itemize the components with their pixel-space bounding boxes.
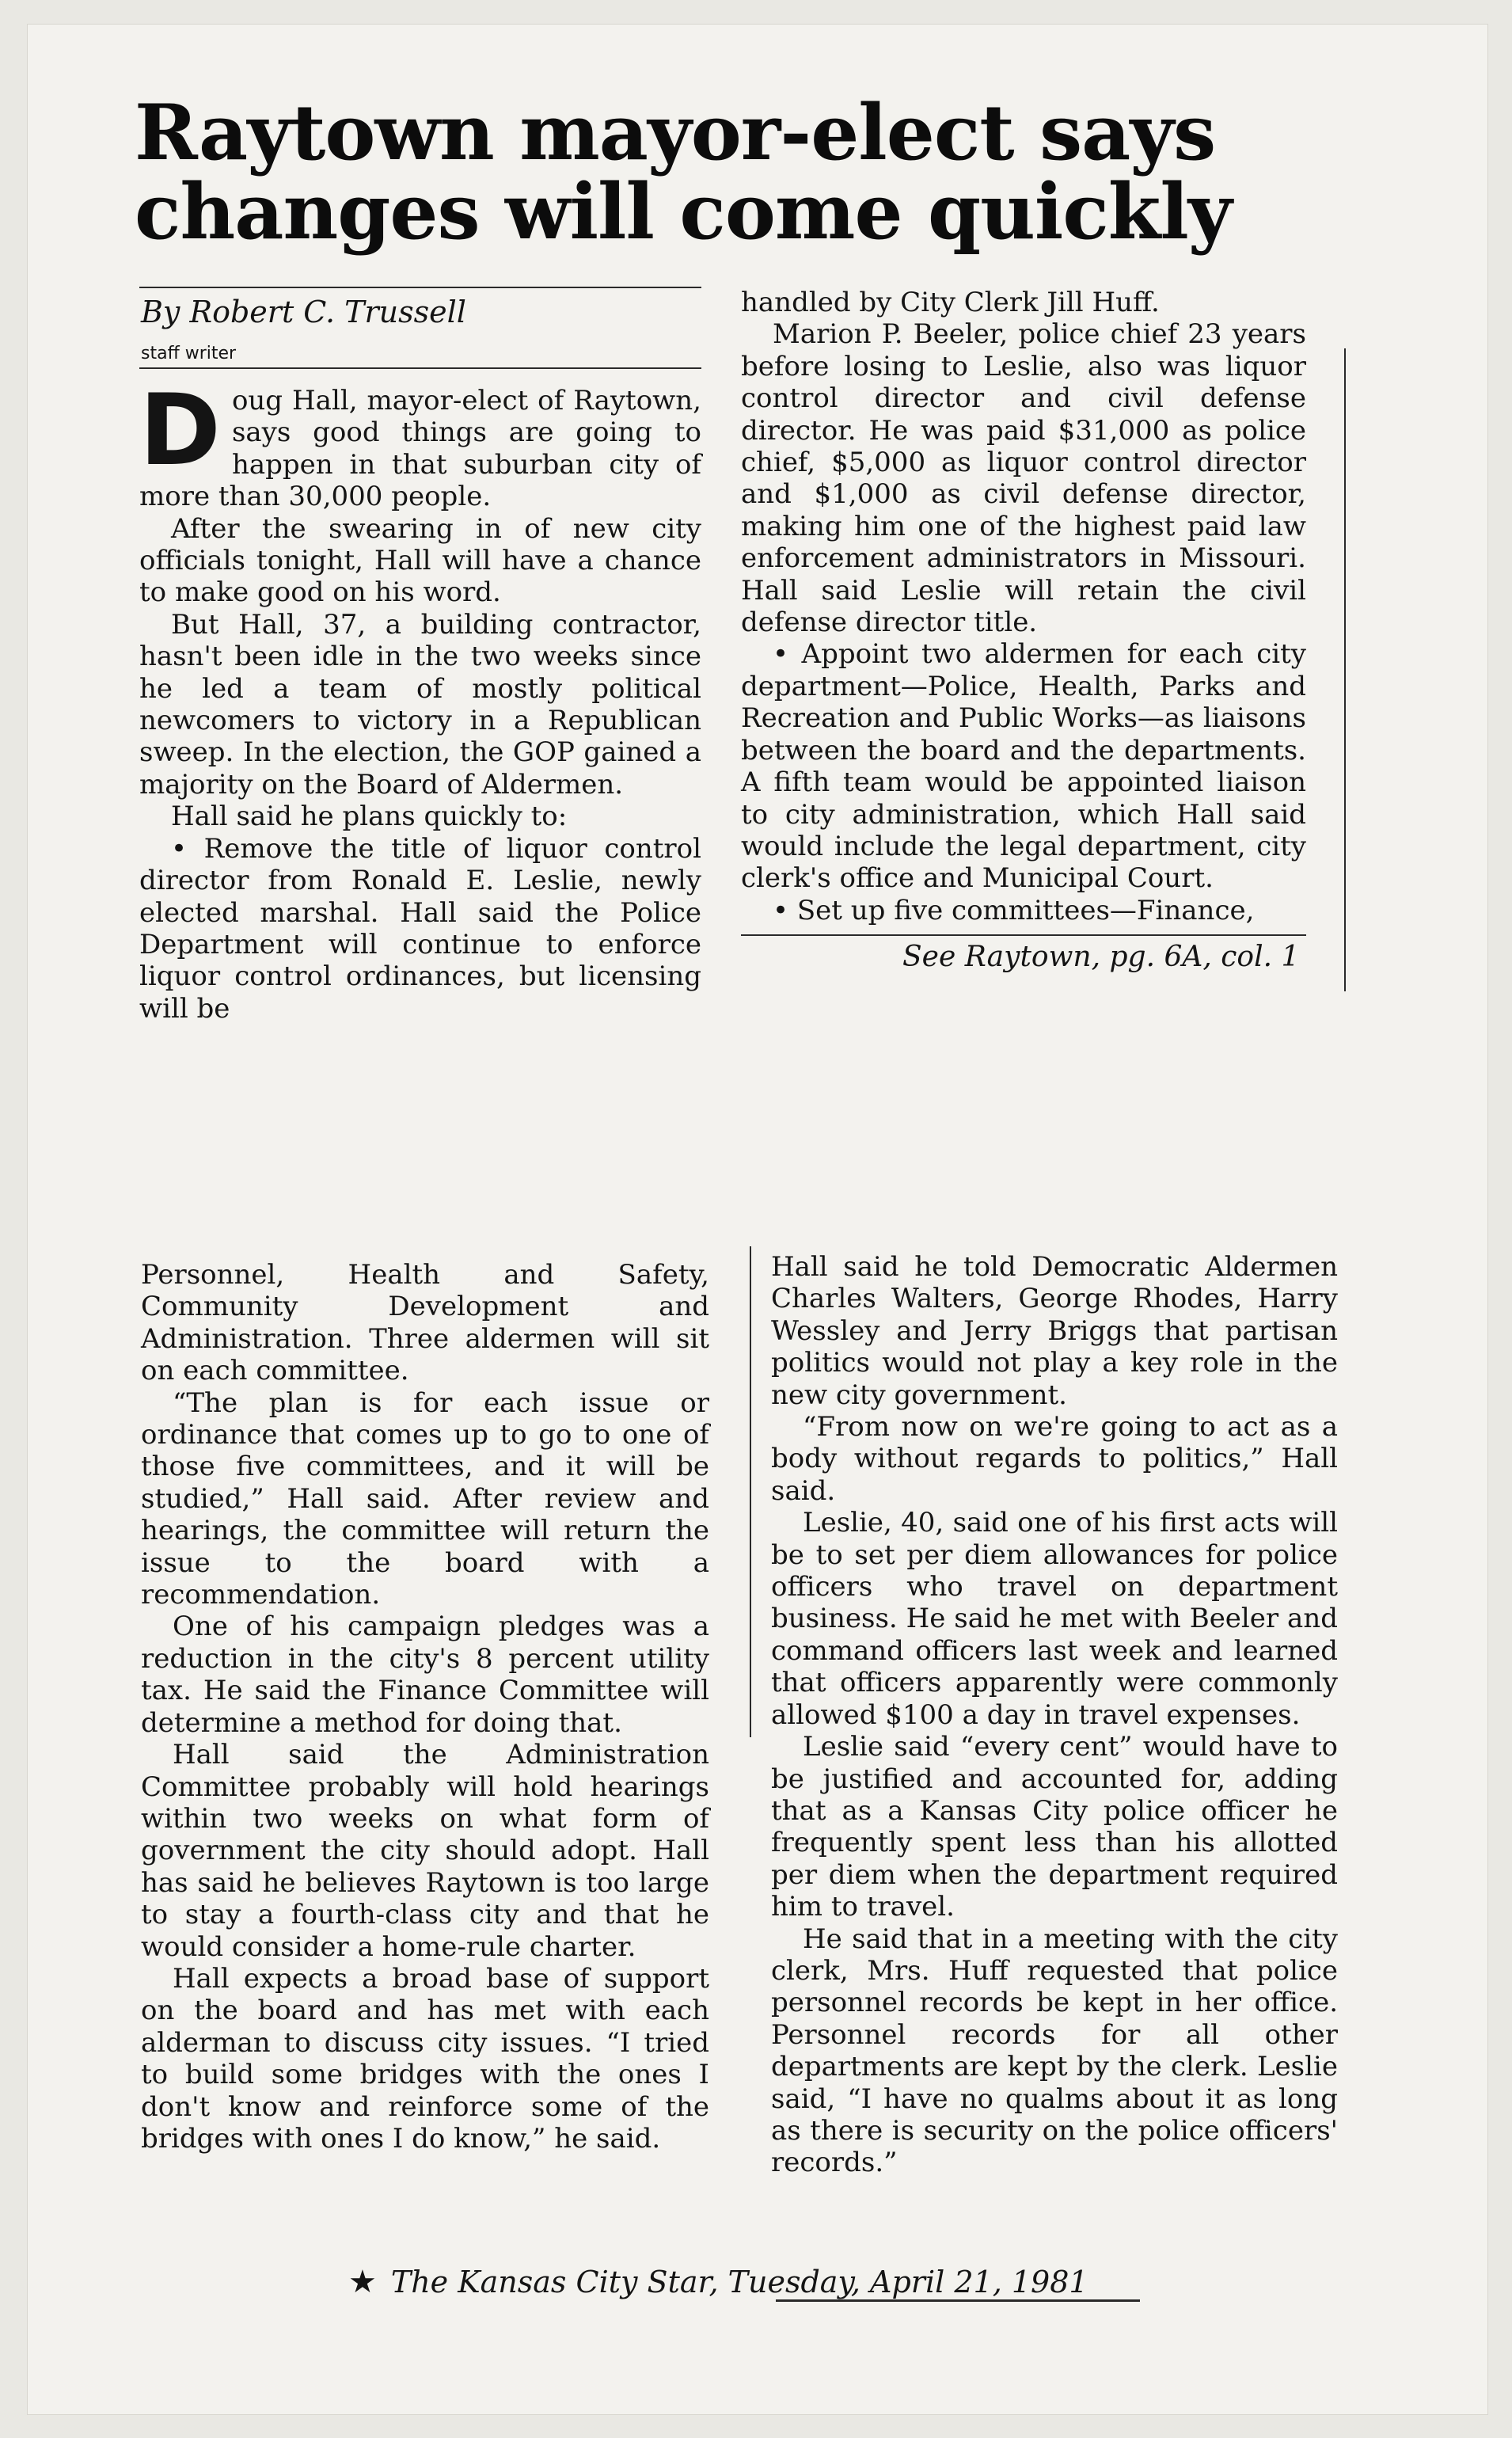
paragraph: Hall expects a broad base of support on the board and has met with each alderman to discuss city issues. “I tried to build some bridges with the ones I don't know and reinforce some of the bridges with ones I do know,” he said. (141, 1962, 709, 2155)
drop-cap: D (139, 374, 221, 488)
byline: By Robert C. Trussell (141, 295, 466, 329)
byline-top-rule (139, 287, 701, 288)
paragraph: But Hall, 37, a building contractor, hasn't been idle in the two weeks since he led a team of mostly political newcomers to victory in a Republican sweep. In the election, the GOP gained a majority on the Board of Aldermen. (139, 608, 701, 801)
column-3 (141, 1259, 709, 2155)
paragraph: Marion P. Beeler, police chief 23 years before losing to Leslie, also was liquor control director and civil defense director. He was paid $31,000 as police chief, $5,000 as liquor control director and $1,000 as civil defense director, making him one of the highest paid law enforcement administrators in Missouri. Hall said Leslie will retain the civil defense director title. (741, 318, 1306, 639)
paragraph: After the swearing in of new city officials tonight, Hall will have a chance to make good on his word. (139, 512, 701, 609)
source-citation: The Kansas City Star, Tuesday, April 21, 1981 (390, 2265, 1088, 2299)
paragraph: Doug Hall, mayor-elect of Raytown, says good things are going to happen in that suburban city of more than 30,000 people. (139, 374, 701, 513)
byline-title: staff writer (141, 344, 237, 363)
paragraph: • Set up five committees—Finance, (773, 894, 1255, 926)
byline-bottom-rule (139, 367, 701, 369)
column-4 (771, 1251, 1338, 2179)
paragraph: • Appoint two aldermen for each city department—Police, Health, Parks and Recreation and Public Works—as liaisons between the board and the departments. A fifth team would be appointed liaison to city administration, which Hall said would include the legal department, city clerk's office and Municipal Court. (741, 638, 1306, 895)
column-border (1344, 348, 1346, 991)
source-footer (348, 2265, 1088, 2299)
star-icon: ★ (348, 2264, 377, 2300)
column-divider (750, 1246, 751, 1737)
paragraph: Leslie, 40, said one of his first acts will be to set per diem allowances for police officers who travel on department business. He said he met with Beeler and command officers last week and learned that officers apparently were commonly allowed $100 a day in travel expenses. (771, 1507, 1338, 1731)
paragraph: Hall said he told Democratic Aldermen Charles Walters, George Rhodes, Harry Wessley and Jerry Briggs that partisan politics would not play a key role in the new city government. (771, 1251, 1338, 1411)
paragraph: Hall said the Administration Committee probably will hold hearings within two weeks on what form of government the city should adopt. Hall has said he believes Raytown is too large to stay a fourth-class city and that he would consider a home-rule charter. (141, 1739, 709, 1963)
column-2 (741, 287, 1306, 926)
paragraph: Leslie said “every cent” would have to be justified and accounted for, adding that as a Kansas City police officer he frequently spent less than his allotted per diem when the department required him to travel. (771, 1731, 1338, 1923)
footer-underline (776, 2299, 1140, 2302)
paragraph: One of his campaign pledges was a reduction in the city's 8 percent utility tax. He said the Finance Committee will determine a method for doing that. (141, 1611, 709, 1739)
headline: Raytown mayor-elect says changes will come quickly (135, 88, 1232, 257)
paragraph: He said that in a meeting with the city clerk, Mrs. Huff requested that police personnel records be kept in her office. Personnel records for all other departments are kept by the clerk. Leslie said, “I have no qualms about it as long as there is security on the police officers' records.” (771, 1923, 1338, 2179)
paragraph: • Remove the title of liquor control director from Ronald E. Leslie, newly elected marshal. Hall said the Police Department will continue to enforce liquor control ordinances, but licensing will be (139, 832, 701, 1025)
paragraph: Hall said he plans quickly to: (171, 801, 568, 833)
paragraph: “From now on we're going to act as a body without regards to politics,” Hall said. (771, 1411, 1338, 1507)
jump-rule (741, 934, 1306, 936)
paragraph: handled by City Clerk Jill Huff. (741, 287, 1160, 318)
continuation-line: See Raytown, pg. 6A, col. 1 (902, 941, 1300, 973)
column-1 (139, 374, 701, 1025)
paragraph: Personnel, Health and Safety, Community Development and Administration. Three aldermen will sit on each committee. (141, 1259, 709, 1387)
paragraph: “The plan is for each issue or ordinance that comes up to go to one of those five committees, and it will be studied,” Hall said. After review and hearings, the committee will return the issue to the board with a recommendation. (141, 1386, 709, 1611)
